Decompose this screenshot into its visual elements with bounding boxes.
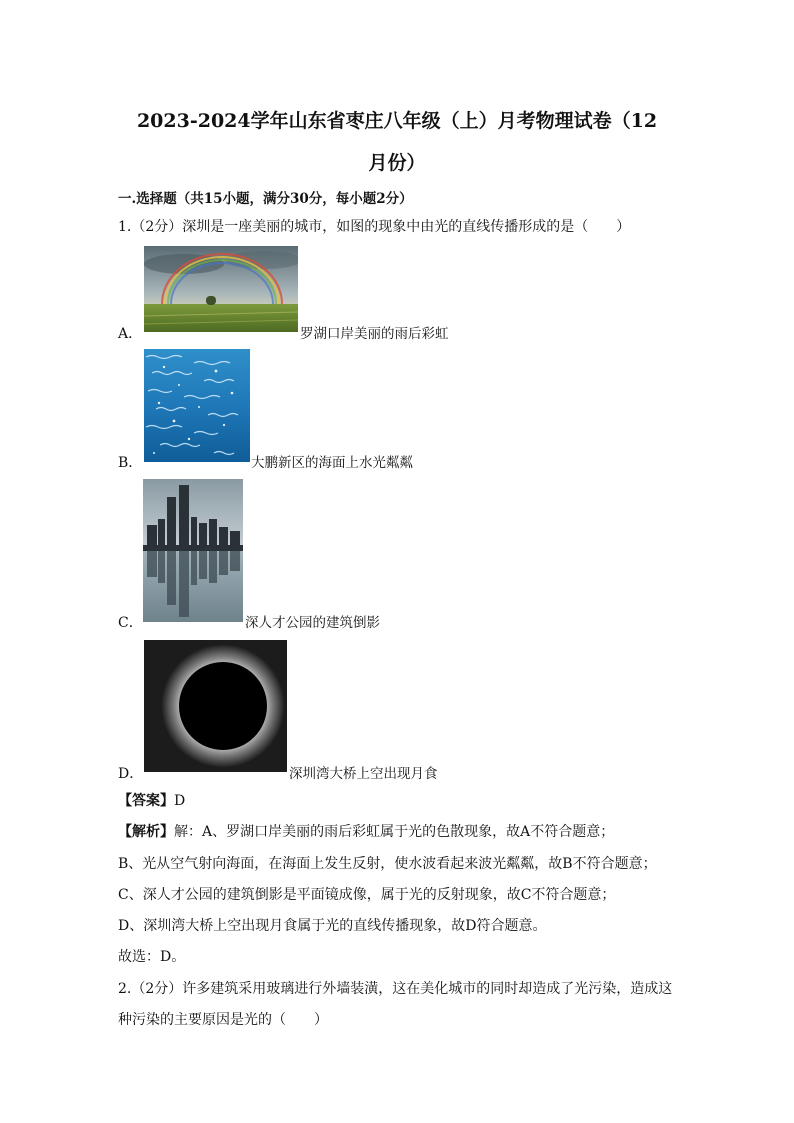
option-c-caption: 深人才公园的建筑倒影 — [245, 615, 380, 631]
sea-photo — [144, 349, 250, 462]
option-a-letter: A． — [118, 326, 143, 342]
question-2-stem-line1: 2.（2分）许多建筑采用玻璃进行外墙装潢，这在美化城市的同时却造成了光污染，造成这 — [118, 981, 673, 997]
question-1-stem: 1.（2分）深圳是一座美丽的城市，如图的现象中由光的直线传播形成的是（ ） — [118, 219, 631, 235]
analysis-tag: 【解析】 — [118, 824, 174, 840]
analysis-line-5: 故选：D。 — [118, 949, 186, 965]
option-a-caption: 罗湖口岸美丽的雨后彩虹 — [300, 326, 449, 342]
exam-title-line2: 月份） — [368, 152, 426, 174]
analysis-line-3: C、深人才公园的建筑倒影是平面镜成像，属于光的反射现象，故C不符合题意； — [118, 887, 616, 903]
analysis-line-2: B、光从空气射向海面，在海面上发生反射，使水波看起来波光粼粼，故B不符合题意； — [118, 856, 657, 872]
answer-line — [118, 790, 185, 810]
option-d-caption: 深圳湾大桥上空出现月食 — [289, 766, 438, 782]
analysis-line-1 — [118, 821, 614, 841]
question-2-stem-line2: 种污染的主要原因是光的（ ） — [118, 1012, 328, 1028]
answer-value: D — [174, 793, 186, 809]
buildings-reflection-photo — [143, 479, 243, 622]
eclipse-photo — [144, 640, 287, 772]
analysis-line-4: D、深圳湾大桥上空出现月食属于光的直线传播现象，故D符合题意。 — [118, 918, 547, 934]
exam-title-line1: 2023-2024学年山东省枣庄八年级（上）月考物理试卷（12 — [136, 110, 658, 132]
option-c-letter: C． — [118, 615, 143, 631]
analysis-text-1: 解：A、罗湖口岸美丽的雨后彩虹属于光的色散现象，故A不符合题意； — [174, 824, 615, 840]
option-d-letter: D． — [118, 766, 144, 782]
option-b-caption: 大鹏新区的海面上水光粼粼 — [251, 455, 413, 471]
rainbow-photo — [144, 246, 298, 332]
section-heading: 一.选择题（共15小题，满分30分，每小题2分） — [118, 191, 413, 207]
exam-title — [100, 100, 694, 184]
answer-tag: 【答案】 — [118, 793, 174, 809]
option-b-letter: B． — [118, 455, 143, 471]
